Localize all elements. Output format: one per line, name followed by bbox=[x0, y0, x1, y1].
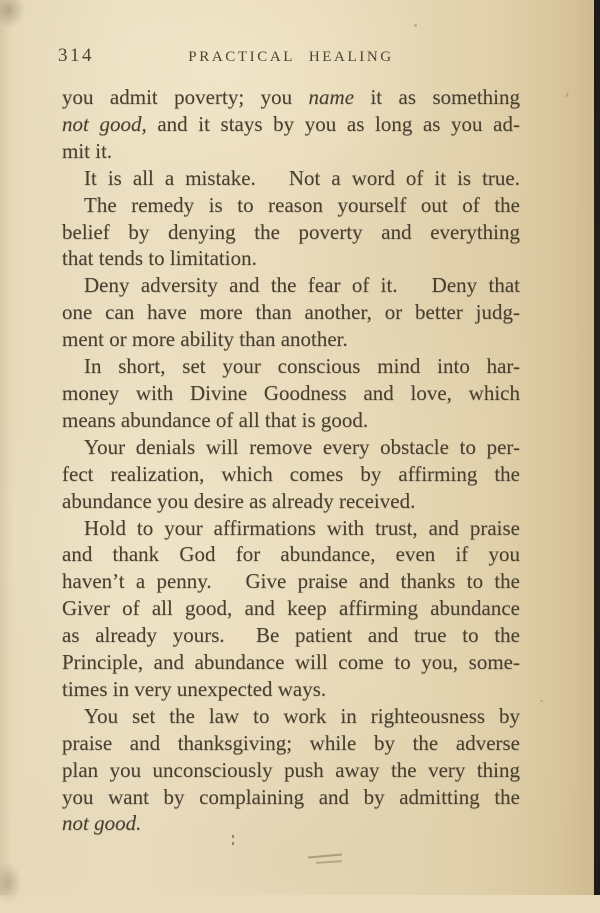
corner-shadow-top-left bbox=[0, 0, 32, 36]
text-line bbox=[62, 299, 520, 326]
page-text bbox=[62, 84, 520, 837]
text-segment: The remedy is to reason yourself out of the bbox=[84, 192, 520, 217]
text-line bbox=[62, 434, 520, 461]
text-segment: abundance you desire as already received. bbox=[62, 488, 416, 513]
text-segment: and it stays by you as long as you ad- bbox=[146, 111, 520, 136]
paragraph bbox=[62, 272, 520, 353]
running-title: PRACTICAL HEALING bbox=[188, 49, 394, 65]
paper-speck bbox=[565, 92, 569, 98]
text-line bbox=[62, 703, 520, 730]
text-segment: praise and thanksgiving; while by the adverse bbox=[62, 730, 520, 755]
text-line bbox=[62, 541, 520, 568]
text-line bbox=[62, 622, 520, 649]
text-segment: In short, set your conscious mind into har- bbox=[84, 354, 520, 379]
corner-shadow-bottom-left bbox=[0, 853, 28, 913]
text-segment: money with Divine Goodness and love, which bbox=[62, 380, 520, 405]
text-segment: not good, bbox=[62, 111, 147, 136]
text-segment: not good. bbox=[62, 811, 142, 836]
text-line bbox=[62, 568, 520, 595]
text-line bbox=[62, 219, 520, 246]
text-line bbox=[62, 810, 520, 837]
text-line bbox=[62, 138, 520, 165]
text-segment: fect realization, which comes by affirming the bbox=[62, 461, 520, 486]
text-segment: belief by denying the poverty and everything bbox=[62, 219, 520, 244]
text-segment: Deny adversity and the fear of it. Deny that bbox=[84, 273, 520, 298]
text-line bbox=[62, 730, 520, 757]
paragraph bbox=[62, 353, 520, 434]
text-line bbox=[62, 380, 520, 407]
text-segment: it as something bbox=[354, 85, 520, 109]
paper-speck bbox=[414, 24, 417, 27]
paragraph bbox=[62, 165, 520, 192]
text-segment: You set the law to work in righteousness by bbox=[84, 703, 520, 728]
text-line bbox=[62, 272, 520, 299]
paragraph bbox=[62, 192, 520, 273]
text-line bbox=[62, 757, 520, 784]
text-segment: ment or more ability than another. bbox=[62, 327, 348, 352]
text-line bbox=[62, 353, 520, 380]
text-segment: plan you unconsciously push away the very thing bbox=[62, 757, 520, 782]
text-segment: Principle, and abundance will come to you, some- bbox=[62, 650, 520, 675]
page-number: 314 bbox=[58, 45, 94, 66]
text-segment: as already yours. Be patient and true to the bbox=[62, 623, 520, 648]
text-line bbox=[62, 515, 520, 542]
scratch-mark bbox=[308, 854, 342, 859]
text-segment: that tends to limitation. bbox=[62, 246, 257, 271]
paragraph bbox=[62, 515, 520, 703]
text-line bbox=[62, 488, 520, 515]
text-segment: It is all a mistake. Not a word of it is true. bbox=[84, 165, 520, 190]
text-line bbox=[62, 245, 520, 272]
text-segment: times in very unexpected ways. bbox=[62, 676, 327, 701]
text-segment: means abundance of all that is good. bbox=[62, 407, 369, 432]
text-line bbox=[62, 165, 520, 192]
text-line bbox=[62, 676, 520, 703]
paper-speck bbox=[540, 700, 543, 702]
text-line bbox=[62, 649, 520, 676]
text-line bbox=[62, 111, 520, 138]
text-line bbox=[62, 461, 520, 488]
text-line bbox=[62, 84, 520, 111]
text-segment: you want by complaining and by admitting the bbox=[62, 784, 520, 809]
paragraph bbox=[62, 703, 520, 838]
text-segment: you admit poverty; you bbox=[62, 85, 309, 109]
text-segment: Hold to your affirmations with trust, and praise bbox=[84, 515, 520, 540]
text-segment: haven’t a penny. Give praise and thanks to the bbox=[62, 569, 520, 594]
scratch-mark-2 bbox=[316, 860, 342, 863]
text-line bbox=[62, 407, 520, 434]
text-segment: Your denials will remove every obstacle to per- bbox=[84, 434, 520, 459]
text-line bbox=[62, 595, 520, 622]
text-line bbox=[62, 192, 520, 219]
text-line bbox=[62, 326, 520, 353]
paragraph bbox=[62, 434, 520, 515]
ink-mark-colon bbox=[232, 835, 234, 845]
scan-edge-strip bbox=[594, 0, 600, 895]
text-segment: Giver of all good, and keep affirming abundance bbox=[62, 596, 520, 621]
text-segment: mit it. bbox=[62, 138, 113, 163]
paragraph bbox=[62, 84, 520, 165]
text-segment: one can have more than another, or better judg- bbox=[62, 300, 520, 325]
text-line bbox=[62, 784, 520, 811]
text-segment: name bbox=[308, 85, 355, 109]
text-segment: and thank God for abundance, even if you bbox=[62, 542, 520, 567]
